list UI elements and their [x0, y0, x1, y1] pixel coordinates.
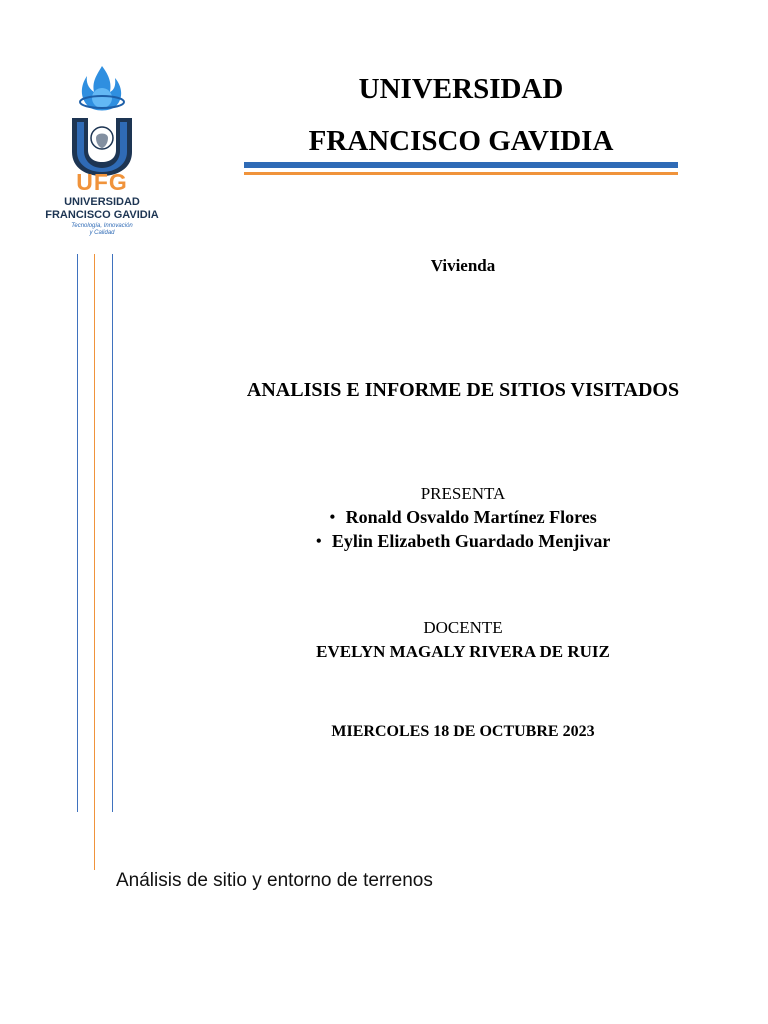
- author-name: Eylin Elizabeth Guardado Menjivar: [331, 531, 611, 551]
- docente-label: DOCENTE: [423, 618, 503, 637]
- submission-date: MIERCOLES 18 DE OCTUBRE 2023: [331, 723, 595, 740]
- logo-tagline-line1: Tecnología, Innovación: [71, 223, 133, 229]
- left-rule-orange: [94, 254, 95, 870]
- left-rule-blue-1: [77, 254, 78, 812]
- document-subtitle: Análisis de sitio y entorno de terrenos: [116, 870, 433, 891]
- header-rule-orange: [244, 172, 678, 175]
- logo-name-line1: UNIVERSIDAD: [64, 196, 140, 208]
- bullet-icon: •: [315, 531, 322, 551]
- author-item: [228, 506, 698, 528]
- header-title-line1: UNIVERSIDAD: [358, 73, 564, 105]
- header-rule-blue: [244, 162, 678, 168]
- university-logo: [38, 62, 170, 242]
- logo-tagline-line2: y Calidad: [89, 230, 115, 236]
- left-rule-blue-2: [112, 254, 113, 812]
- bullet-icon: •: [329, 507, 336, 527]
- presenta-label: PRESENTA: [420, 484, 506, 503]
- docente-name: EVELYN MAGALY RIVERA DE RUIZ: [316, 642, 610, 661]
- report-title: ANALISIS E INFORME DE SITIOS VISITADOS: [246, 379, 680, 401]
- logo-acronym: UFG: [76, 169, 128, 195]
- logo-name-line2: FRANCISCO GAVIDIA: [45, 209, 159, 221]
- author-item: [228, 530, 698, 552]
- course-name: Vivienda: [430, 256, 496, 275]
- header-title-line2: FRANCISCO GAVIDIA: [308, 125, 614, 157]
- author-name: Ronald Osvaldo Martínez Flores: [345, 507, 597, 527]
